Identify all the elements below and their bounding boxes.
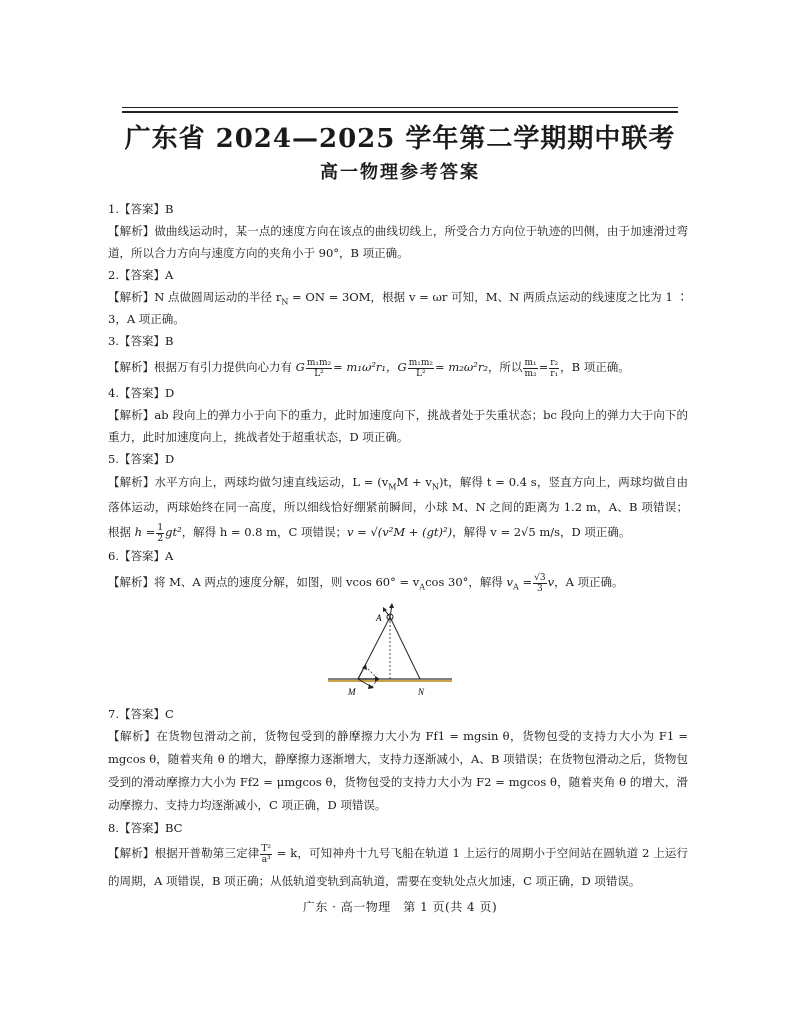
page-subtitle: 高一物理参考答案 [320,162,480,183]
analysis-part: = ON = 3OM，根据 v = ωr 可知，M、N 两质点运动的线速度之比为 1 ∶ 3，A 项正确。 [108,290,689,326]
formula-part: M + v [396,475,432,489]
subscript: N [281,297,289,307]
answer-line [108,817,688,839]
answer-text: 【答案】B [118,202,174,216]
analysis-text: 【解析】做曲线运动时，某一点的速度方向在该点的曲线切线上，所受合力方向位于轨迹的凹侧，由于加速滑过弯道，所以合力方向与速度方向的夹角小于 90°，B 项正确。 [108,224,688,260]
answer-text: 【答案】B [118,334,174,348]
question-1 [108,198,688,264]
analysis-part: 【解析】根据开普勒第三定律 [108,846,260,860]
velocity-diagram [108,597,688,703]
arrowhead-a-up [389,603,394,608]
answer-text: 【答案】A [118,549,174,563]
formula-part: = [518,575,533,589]
fraction-numerator: m₁m₂ [306,357,332,368]
answer-text: 【答案】BC [118,821,183,835]
header-rule-thin [122,107,678,108]
question-5 [108,448,688,545]
analysis-text: 【解析】ab 段向上的弹力小于向下的重力，此时加速度向下，挑战者处于失重状态；bc 段向上的弹力大于向下的重力，此时加速度向上，挑战者处于超重状态，D 项正确。 [108,408,688,444]
fraction-denominator: L² [416,368,426,379]
answer-content [108,198,688,895]
formula-part: = m₁ω²r₁，G [333,360,407,374]
fraction [523,358,537,379]
fraction [260,844,272,865]
answer-line [108,330,688,352]
formula-part: v [547,575,555,589]
answer-line [108,703,688,725]
formula-part: = m₂ω²r₂ [435,360,488,374]
fraction-numerator: m₁ [524,357,537,368]
analysis-text [108,567,688,597]
question-7 [108,703,688,817]
analysis-text: 【解析】根据万有引力提供向心力有 G $\frac{\text{m₁m₂}}{\text{L²}}$ = m₁ω²r₁，G $\frac{\text{m₁m₂}}{\text{L²}}$ = m₂ω²r₂，所以 $\frac{\text{m₁}}{\text{m₂}}$ = $\frac{\text{r₂}}{\text{r₁}}$ ，B 项正确。 [108,357,630,379]
question-number: 7. [108,707,119,721]
fraction-numerator: m₁m₂ [408,357,434,368]
fraction-numerator: T² [261,843,271,854]
analysis-part: ，B 项正确。 [560,360,630,374]
question-2 [108,264,688,330]
fraction-denominator: L² [314,368,324,379]
answer-text: 【答案】A [118,268,174,282]
formula-part: v [506,575,514,589]
fraction-numerator: √3 [534,572,546,583]
question-6 [108,545,688,703]
fraction-denominator: 2 [157,533,164,544]
analysis-part: ，解得 h = 0.8 m，C 项错误； [181,525,347,539]
answer-text: 【答案】C [118,707,174,721]
fraction-denominator: 3 [536,583,543,594]
subscript: N [431,482,439,492]
formula-symbol: G [295,360,305,374]
analysis-part: 【解析】将 M、A 两点的速度分解，如图，则 vcos 60° = v [108,575,420,589]
analysis-text [108,839,688,895]
analysis-text [108,286,688,330]
page-title: 广东省 2024—2025 学年第二学期期中联考 [124,124,676,154]
analysis-part: ，所以 [487,360,523,374]
analysis-part: ，A 项正确。 [554,575,624,589]
page-footer: 广东 · 高一物理 第 1 页(共 4 页) [302,900,498,914]
answer-line [108,382,688,404]
fraction-numerator: 1 [157,522,164,533]
velocity-diagram-svg [328,597,468,703]
fraction [306,358,332,379]
question-number: 1. [108,202,119,216]
answer-line [108,198,688,220]
label-a: A [376,613,382,623]
analysis-part: = k，可知神舟十九号飞船在轨道 1 上运行的周期小于空间站在圆轨道 2 上运行的周期，A 项错误，B 项正确；从低轨道变轨到高轨道，需要在变轨处点火加速，C 项正确，D 项错误。 [108,846,688,888]
fraction-denominator: m₂ [524,368,537,379]
formula-part: v = √(v²M + (gt)²) [347,525,453,539]
question-number: 8. [108,821,119,835]
formula-part: h = [134,525,156,539]
fraction-denominator: a³ [261,854,271,865]
formula-part: gt² [165,525,182,539]
fraction [533,573,546,594]
rope-right [390,617,420,679]
answer-text: 【答案】D [118,452,175,466]
answer-line [108,448,688,470]
label-n: N [418,687,425,697]
analysis-part: 【解析】根据万有引力提供向心力有 [108,360,292,374]
question-number: 2. [108,268,119,282]
fraction-denominator: r₁ [550,368,559,379]
analysis-part: ，解得 v = 2√5 m/s，D 项正确。 [452,525,631,539]
arrowhead-a-left [383,607,387,612]
subscript: A [419,582,426,592]
answer-line [108,264,688,286]
question-number: 3. [108,334,119,348]
fraction-numerator: r₂ [550,357,559,368]
label-m: M [348,687,356,697]
analysis-part: 【解析】N 点做圆周运动的半径 r [108,290,282,304]
question-4 [108,382,688,448]
question-number: 6. [108,549,119,563]
analysis-part: cos 30°，解得 [425,575,503,589]
analysis-part: 【解析】水平方向上，两球均做匀速直线运动，L = (v [108,475,389,489]
fraction [156,523,164,544]
analysis-text [108,470,688,545]
arrowhead-m-perp [368,684,374,689]
question-number: 4. [108,386,119,400]
question-3 [108,330,688,382]
question-8 [108,817,688,895]
answer-line [108,545,688,567]
analysis-text: 【解析】在货物包滑动之前，货物包受到的静摩擦力大小为 Ff1 = mgsin θ，货物包受的支持力大小为 F1 = mgcos θ，随着夹角 θ 的增大，静摩擦力逐渐增大，支持力逐渐减小，A、B 项错误；在货物包滑动之后，货物包受到的滑动摩擦力大小为 Ff2 = μmgcos θ，货物包受的支持力大小为 F2 = mgcos θ，随着夹角 θ 的增大，滑动摩擦力、支持力均逐渐减小，C 项正确，D 项错误。 [108,729,688,812]
answer-text: 【答案】D [118,386,175,400]
question-number: 5. [108,452,119,466]
header-rule-thick [122,111,678,113]
fraction [408,358,434,379]
subscript: M [388,482,397,492]
analysis-part: )t，解得 t = 0.4 s，竖直方向上，两球均做自由落体运动，两球始终在同一高度，所以细线恰好绷紧前瞬间，小球 M、N 之间的距离为 1.2 m，A、B 项错误；根据 [108,475,688,539]
fraction [549,358,559,379]
subscript: A [513,582,519,592]
